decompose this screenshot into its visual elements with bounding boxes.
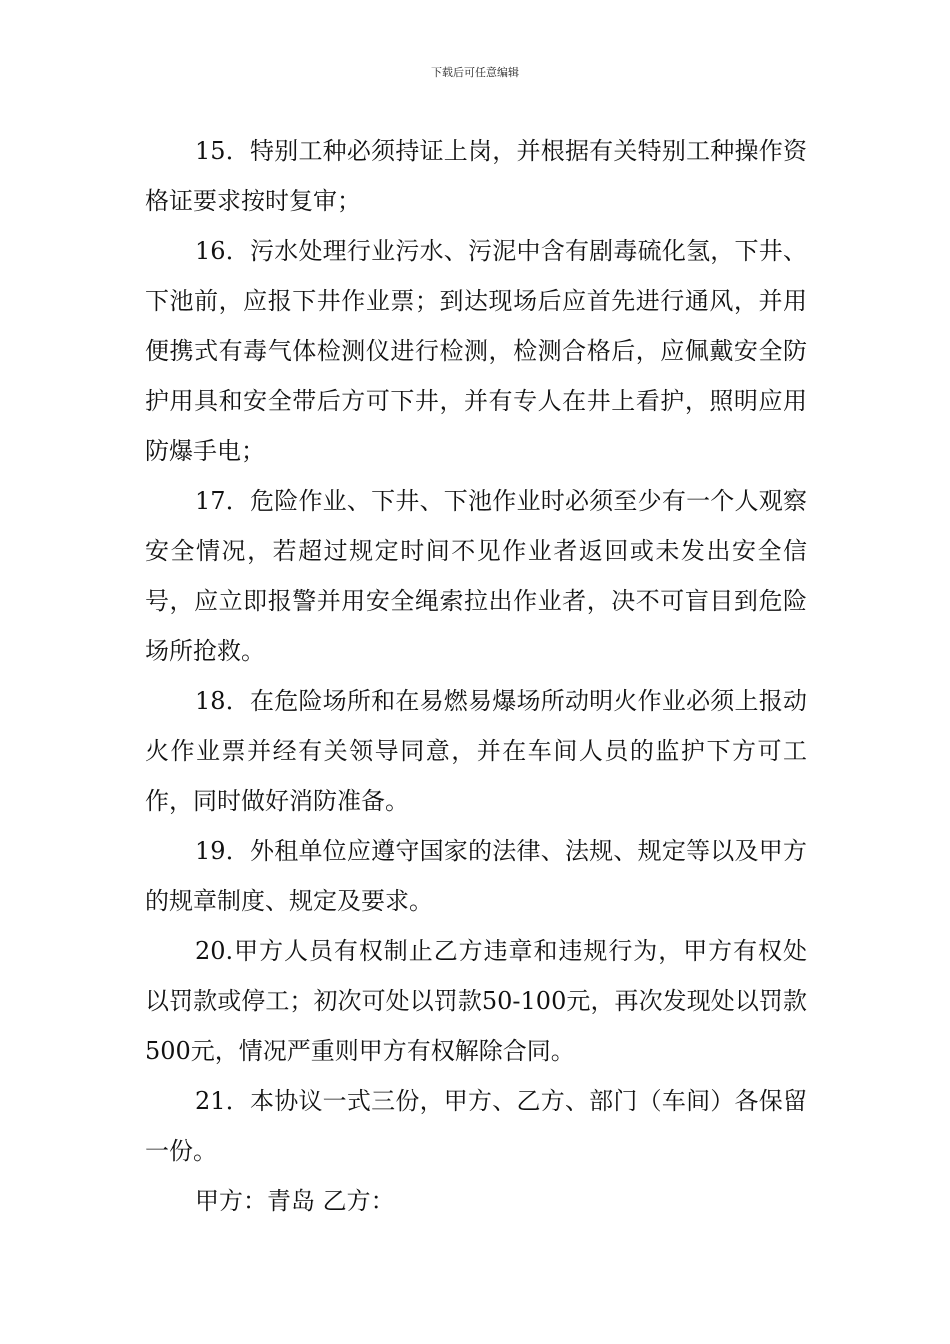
clause-15: 15．特别工种必须持证上岗，并根据有关特别工种操作资格证要求按时复审； (145, 137, 807, 215)
clause-21: 21．本协议一式三份，甲方、乙方、部门（车间）各保留一份。 (145, 1087, 807, 1165)
document-body (145, 126, 807, 1226)
party-a-label: 甲方：青岛 (195, 1187, 315, 1215)
clause-17: 17．危险作业、下井、下池作业时必须至少有一个人观察安全情况，若超过规定时间不见作业者返回或未发出安全信号，应立即报警并用安全绳索拉出作业者，决不可盲目到危险场所抢救。 (145, 487, 807, 665)
clause-16: 16．污水处理行业污水、污泥中含有剧毒硫化氢，下井、下池前，应报下井作业票；到达现场后应首先进行通风，并用便携式有毒气体检测仪进行检测，检测合格后，应佩戴安全防护用具和安全带后方可下井，并有专人在井上看护，照明应用防爆手电； (145, 237, 807, 465)
page-header-note: 下载后可任意编辑 (431, 66, 519, 79)
party-b-label: 乙方： (322, 1187, 395, 1215)
clause-20: 20.甲方人员有权制止乙方违章和违规行为，甲方有权处以罚款或停工；初次可处以罚款50-100元，再次发现处以罚款500元，情况严重则甲方有权解除合同。 (145, 937, 807, 1065)
signature-line (145, 1176, 807, 1226)
clause-18: 18．在危险场所和在易燃易爆场所动明火作业必须上报动火作业票并经有关领导同意，并在车间人员的监护下方可工作，同时做好消防准备。 (145, 687, 807, 815)
clause-19: 19．外租单位应遵守国家的法律、法规、规定等以及甲方的规章制度、规定及要求。 (145, 837, 807, 915)
